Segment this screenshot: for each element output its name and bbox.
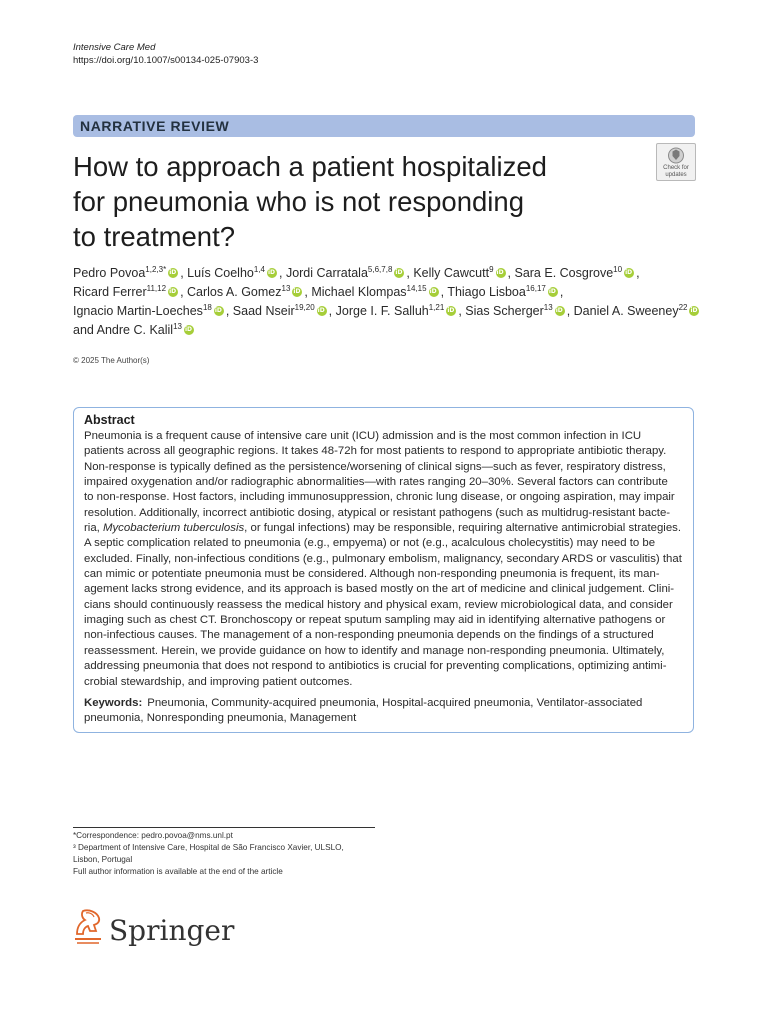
- affiliation-note: Lisbon, Portugal: [73, 855, 133, 864]
- abstract-line: impaired oxygenation and/or radiographic abnormalities—with rates ranging 20–30%. Several factors can contribute: [84, 476, 668, 489]
- abstract-line: agement lacks strong evidence, and its approach is based mostly on the art of medicine and clinical judgement. Clini-: [84, 583, 675, 596]
- author-affiliation: 9: [489, 265, 494, 274]
- author-affiliation: 18: [202, 303, 212, 312]
- author-separator: ,: [636, 266, 640, 280]
- keywords-label: Keywords:: [84, 696, 143, 709]
- author-separator: ,: [458, 304, 466, 318]
- orcid-icon[interactable]: [548, 287, 558, 297]
- author-name[interactable]: Thiago Lisboa: [447, 285, 526, 299]
- orcid-icon[interactable]: [429, 287, 439, 297]
- orcid-icon[interactable]: [184, 325, 194, 335]
- title-line: to treatment?: [73, 221, 236, 252]
- author-list: [73, 264, 703, 340]
- author-name[interactable]: Ricard Ferrer: [73, 285, 147, 299]
- author-name[interactable]: Ignacio Martin-Loeches: [73, 304, 203, 318]
- article-type-label: NARRATIVE REVIEW: [80, 118, 230, 134]
- author-separator: ,: [278, 266, 286, 280]
- abstract-line: ria, Mycobacterium tuberculosis, or fungal infections) may be responsible, requiring alternative antimicrobial strategies.: [84, 522, 682, 535]
- abstract-line: patients across all geographic regions. It takes 48-72h for most patients to respond to appropriate antibiotic therapy.: [84, 445, 667, 458]
- abstract-box: [73, 407, 694, 733]
- author-affiliation: 14,15: [406, 284, 427, 293]
- abstract-line: resolution. Additionally, incorrect antibiotic dosing, atypical or resistant pathogens (such as multidrug-resistant bacte-: [84, 506, 671, 519]
- author-name[interactable]: Saad Nseir: [232, 304, 295, 318]
- orcid-icon[interactable]: [555, 306, 565, 316]
- author-separator: ,: [304, 285, 312, 299]
- orcid-icon[interactable]: [496, 268, 506, 278]
- affiliation-note: ³ Department of Intensive Care, Hospital de São Francisco Xavier, ULSLO,: [73, 843, 344, 852]
- orcid-icon[interactable]: [267, 268, 277, 278]
- abstract-line: to non-response. Host factors, including immunosuppression, chronic lung disease, or ongoing aspiration, may impair: [84, 491, 675, 504]
- abstract-line: can mimic or potentiate pneumonia must be considered. Although non-responding pneumonia is frequent, its man-: [84, 568, 660, 581]
- author-name[interactable]: Sara E. Cosgrove: [514, 266, 614, 280]
- author-affiliation: 1,4: [253, 265, 265, 274]
- orcid-icon[interactable]: [317, 306, 327, 316]
- author-affiliation: 5,6,7,8: [367, 265, 393, 274]
- author-name[interactable]: Daniel A. Sweeney: [573, 304, 679, 318]
- doi-link[interactable]: https://doi.org/10.1007/s00134-025-07903-3: [73, 55, 259, 66]
- author-name[interactable]: Carlos A. Gomez: [187, 285, 282, 299]
- author-separator: ,: [507, 266, 515, 280]
- abstract-line: imaging such as chest CT. Bronchoscopy or repeat sputum sampling may aid in identifying alternative pathogens or: [84, 614, 666, 627]
- author-separator: ,: [406, 266, 414, 280]
- author-name[interactable]: Pedro Povoa: [73, 266, 146, 280]
- author-affiliation: 19,20: [294, 303, 315, 312]
- orcid-icon[interactable]: [689, 306, 699, 316]
- check-updates-icon: [667, 147, 685, 164]
- abstract-line: reassessment. Herein, we provide guidance on how to identify and manage non-responding pneumonia. Ultimately,: [84, 644, 665, 657]
- abstract-line: crobial stewardship, and improving patient outcomes.: [84, 675, 353, 688]
- author-affiliation: 22: [678, 303, 688, 312]
- author-affiliation: 10: [613, 265, 623, 274]
- orcid-icon[interactable]: [168, 268, 178, 278]
- journal-header: [73, 41, 258, 67]
- abstract-line: cians should continuously reassess the medical history and physical exam, review microbiological data, and consider: [84, 598, 673, 611]
- abstract-line: addressing pneumonia that does not respond to antibiotics is crucial for preventing complications, optimizing antimi-: [84, 660, 667, 673]
- abstract-body: [84, 429, 683, 690]
- author-name[interactable]: Luís Coelho: [187, 266, 254, 280]
- orcid-icon[interactable]: [214, 306, 224, 316]
- author-separator: ,: [566, 304, 574, 318]
- footnote-divider: [73, 827, 375, 828]
- correspondence-note[interactable]: *Correspondence: pedro.povoa@nms.unl.pt: [73, 831, 233, 840]
- author-affiliation: 1,21: [428, 303, 445, 312]
- author-name[interactable]: Jordi Carratala: [285, 266, 368, 280]
- author-name[interactable]: Jorge I. F. Salluh: [335, 304, 429, 318]
- author-line: [73, 302, 703, 321]
- author-separator: ,: [180, 285, 188, 299]
- springer-horse-icon: [73, 908, 105, 946]
- author-line: [73, 321, 703, 340]
- author-name[interactable]: Sias Scherger: [465, 304, 544, 318]
- journal-name: Intensive Care Med: [73, 42, 156, 53]
- author-separator: ,: [328, 304, 336, 318]
- orcid-icon[interactable]: [394, 268, 404, 278]
- author-line: [73, 264, 703, 283]
- abstract-line: A septic complication related to pneumonia (e.g., empyema) or not (e.g., acalculous cholecystitis) may need to be: [84, 537, 656, 550]
- article-type-banner: [73, 115, 695, 137]
- author-info-note: Full author information is available at the end of the article: [73, 867, 283, 876]
- author-name[interactable]: and Andre C. Kalil: [73, 323, 174, 337]
- publisher-name: Springer: [109, 914, 235, 947]
- abstract-line: excluded. Finally, non-infectious conditions (e.g., pulmonary embolism, malignancy, secondary ARDS or vasculitis) that: [84, 552, 682, 565]
- abstract-line: Pneumonia is a frequent cause of intensive care unit (ICU) admission and is the most common infection in ICU: [84, 430, 642, 442]
- author-affiliation: 13: [281, 284, 291, 293]
- author-separator: ,: [440, 285, 448, 299]
- orcid-icon[interactable]: [168, 287, 178, 297]
- author-name[interactable]: Michael Klompas: [311, 285, 407, 299]
- orcid-icon[interactable]: [624, 268, 634, 278]
- author-affiliation: 13: [173, 322, 182, 331]
- check-for-updates-badge[interactable]: [656, 143, 696, 181]
- author-separator: ,: [225, 304, 233, 318]
- abstract-line: non-infectious causes. The management of a non-responding pneumonia depends on the findings of a structured: [84, 629, 654, 642]
- author-affiliation: 13: [543, 303, 553, 312]
- orcid-icon[interactable]: [446, 306, 456, 316]
- abstract-heading: Abstract: [84, 413, 135, 427]
- orcid-icon[interactable]: [292, 287, 302, 297]
- author-separator: ,: [180, 266, 188, 280]
- author-name[interactable]: Kelly Cawcutt: [413, 266, 490, 280]
- abstract-line: Non-response is typically defined as the persistence/worsening of clinical signs—such as fever, respiratory distress,: [84, 460, 666, 473]
- author-affiliation: 1,2,3*: [145, 265, 167, 274]
- title-line: How to approach a patient hospitalized: [73, 151, 547, 182]
- author-affiliation: 16,17: [525, 284, 546, 293]
- keywords-line: [84, 696, 683, 711]
- author-separator: ,: [559, 285, 564, 299]
- author-affiliation: 11,12: [146, 284, 167, 293]
- article-title: [73, 149, 633, 254]
- footnotes: [73, 830, 344, 878]
- author-line: [73, 283, 703, 302]
- title-line: for pneumonia who is not responding: [73, 186, 524, 217]
- copyright-notice: © 2025 The Author(s): [73, 356, 150, 365]
- keywords-text: Pneumonia, Community-acquired pneumonia, Hospital-acquired pneumonia, Ventilator-associated: [147, 696, 643, 709]
- check-updates-text: Check for updates: [663, 165, 689, 178]
- keywords-line: pneumonia, Nonresponding pneumonia, Management: [84, 712, 357, 725]
